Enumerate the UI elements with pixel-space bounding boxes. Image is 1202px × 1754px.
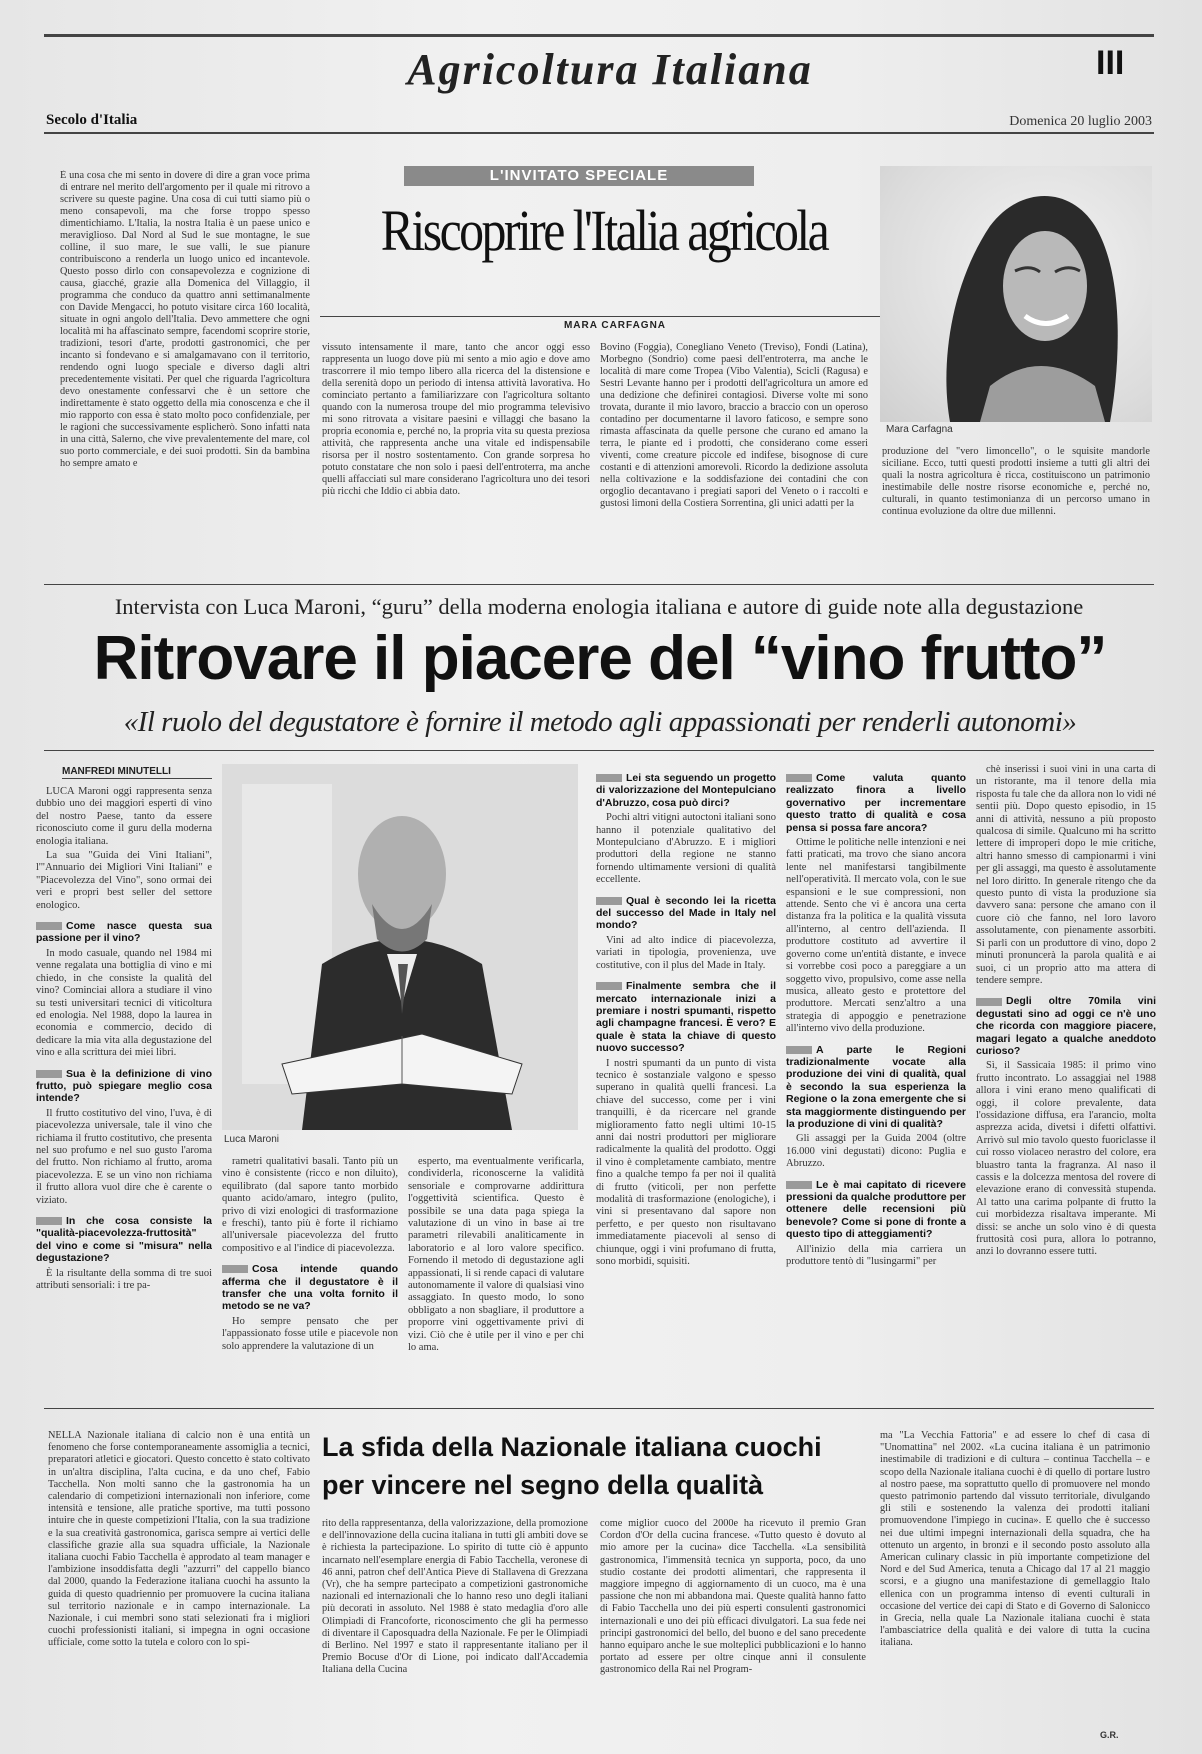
question-marker — [36, 1217, 62, 1225]
interview-question: Degli oltre 70mila vini degustati sino ad oggi ce n'è uno che ricorda con maggiore piacere, magari legato a qualche aneddoto curioso? — [976, 995, 1156, 1057]
section-title: Agricoltura Italiana — [407, 45, 813, 94]
article1-col2: vissuto intensamente il mare, tanto che ancor oggi esso rappresenta un luogo dove più mi sento a mio agio e dove amo trascorrere il mio tempo libero alla ricerca del la distensione e della serenità dopo un periodo di intensa attività lavorativa. Ho cominciato pertanto a familiarizzare con l'agricoltura soltanto quando con la numerosa troupe del mio programma televisivo mi sono ritrovata a visitare paesini e villaggi che basano la propria economia e, perché no, la propria vita su questa preziosa attività, che rappresenta anche una vitale ed indispensabile risorsa per il nostro sostentamento. Con grande sorpresa ho potuto constatare che non solo i paesi dell'entroterra, ma anche quelli affacciati sul mare considerano l'agricoltura uno dei tesori più ricchi che Iddio ci abbia dato. — [322, 342, 590, 497]
article2-subhead: «Il ruolo del degustatore è fornire il metodo agli appassionati per renderli autonomi» — [123, 706, 1077, 738]
article1-kicker: L'INVITATO SPECIALE — [404, 166, 754, 186]
article3-headline-line1: La sfida della Nazionale italiana cuochi — [322, 1432, 822, 1462]
question-marker — [786, 1046, 812, 1054]
interview-paragraph: All'inizio della mia carriera un produttore tentò di "lusingarmi" per — [786, 1243, 966, 1268]
article2-col1 — [36, 786, 212, 1392]
article3-col4: ma "La Vecchia Fattoria" e ad essere lo chef di casa di "Unomattina" nel 2002. «La cucina italiana è un patrimonio inestimabile di tradizioni e di cultura – continua Tacchella – e scopo della Nazionale italiana cuochi è di quello di portare lustro al nostro paese, ma soprattutto quello di promuovere nel mondo questo patrimonio partendo dal vissuto territoriale, divulgando gli stili e sostenendo la valenza dei prodotti italiani promuovendone l'impiego in cucina». E quello che è successo nei due ultimi impegni internazionali della squadra, che ha ottenuto un argento, in bronzi e il secondo posto assoluto alla American culinary classic in più importante competizione del Nord e del Sud America, tenuta a Chicago dal 17 al 21 maggio scorsi, e a giugno una manifestazione di gemellaggio Italo ellenica con un programma intenso di eventi culturali in occasione del vertice dei capi di Stato e di Governo di Salonicco in Grecia, nella quale La Nazionale italiana cuochi è stata l'ambasciatrice della qualità e dei valore di tutta la cucina italiana. — [880, 1430, 1150, 1649]
interview-paragraph: chè inserissi i suoi vini in una carta di un ristorante, ma il tenore della mia risposta fu tale che da allora non lo vidi né sentii più. Dopo questo episodio, in 15 anni di attività, nessuno a più proposto qualcosa di simile. Qualcuno mi ha scritto lettere di improperi dopo le mie critiche, altri hanno smesso di campionarmi i vini per gli assaggi, ma questo è assolutamente nel loro diritto. In generale ritengo che da questo punto di vista la produzione sia davvero sana: persone che amano con il cuore ciò che fanno, nel loro lavoro assolutamente, con pienamente assorbiti. Si parli con un produttore di vino, dopo 2 minuti pronuncerà la parola qualità e ai suoi, ci un proprio atto ma attera di tendere sempre. — [976, 764, 1156, 986]
interview-paragraph: Ottime le politiche nelle intenzioni e nei fatti praticati, ma trovo che siano ancora lente nel manifestarsi tangibilmente nell'operatività. Il mercato vola, con le sue espansioni e le sue compressioni, non attende. Sento che vi è ancora una certa distanza fra la politica e la qualità vissuta all'interno, al centro dell'azienda. Il produttore costituto ad avvertire il governo come un'entità distante, e invece si vorrebbe così poco a pareggiare a un soggetto vivo, propulsivo, come asse nella musica, alleato gesto e protettore del produttore. Mercati senz'altro a una strategia di appoggio e penetrazione all'interno vivo della produzione. — [786, 837, 966, 1035]
interview-paragraph: Sì, il Sassicaia 1985: il primo vino frutto incontrato. Lo assaggiai nel 1988 allora i vini erano meno qualificati di oggi, il colore prevalente, data l'ossidazione diffusa, era l'arancio, molta asprezza acida, divetsi i difetti olfattivi. Arrivò sul mio tavolo questo fuoriclasse il cui rosso violaceo nerastro del colore, era bluastro tanta la fragranza. Al naso il cassis e la dolcezza mentosa del rovere di elevazione erano di convessità stupenda. Al tatto una carima polpante di frutto la cui morbidezza risaltava imperante. Mi dissi: se anche un solo vino è di questa fruttosità così pura, allora lo potranno, anzi lo dovranno essere tutti. — [976, 1060, 1156, 1258]
luca-photo-caption: Luca Maroni — [224, 1134, 280, 1145]
article2-byline: MANFREDI MINUTELLI — [62, 766, 171, 777]
interview-paragraph: In modo casuale, quando nel 1984 mi venne regalata una bottiglia di vino e mi chiedo, in che consiste la qualità del vino? Cominciai allora a studiare il vino su testi universitari tecnici di viticoltura ed enologia. Nel 1988, dopo la laurea in economia e commercio, decido di dedicare la mia vita alla degustazione del vino e alla scrittura dei miei libri. — [36, 947, 212, 1059]
question-marker — [596, 982, 622, 990]
interview-question: Come valuta quanto realizzato finora a livello governativo per incrementare questo tratto di qualità e cosa pensa si possa fare ancora? — [786, 772, 966, 834]
article2-col5 — [786, 764, 966, 1392]
paper-name: Secolo d'Italia — [46, 112, 138, 128]
byline-rule — [62, 778, 212, 779]
interview-paragraph: La sua "Guida dei Vini Italiani", l'"Annuario dei Migliori Vini Italiani" e "Piacevolezza del Vino", sono ormai dei veri e propri best seller del settore enologico. — [36, 850, 212, 911]
article3-col1: NELLA Nazionale italiana di calcio non è una entità un fenomeno che forse contemporaneamente assomiglia a tecnici, preparatori atletici e giocatori. Questo concetto è stato coltivato in un'altra disciplina, l'alta cucina, e da uno chef, Fabio Tacchella. Non molti sanno che la gastronomia ha un calendario di competizioni internazionali non inferiore, come intensità e tensione, alle pratiche sportive, ma tutti possono intuire che in queste competizioni l'Italia, con la sua tradizione e la sua creatività gastronomica, garisca sempre ai vertici delle classifiche grazie alla sua squadra ufficiale, la Nazionale italiana cuochi Fabio Tacchella è approdato al team manager e l'ambizione insoddisfatta degli "azzurri" del cappello bianco dal 2000, quando la Federazione italiana cuochi ha assunto la guida di questo quadriennio per promuovere la cucina italiana sul territorio nazionale e in campo internazionale. La Nazionale, i cui membri sono stati selezionati fra i migliori cuochi professionisti italiani, si impegna in ogni occasione ufficiale, come sotto la tutela e coloro con lo spi- — [48, 1430, 310, 1649]
page-marker: III — [1096, 44, 1125, 82]
headline-rule — [320, 316, 912, 317]
issue-date: Domenica 20 luglio 2003 — [1009, 114, 1152, 129]
question-marker — [596, 774, 622, 782]
interview-question: Come nasce questa sua passione per il vino? — [36, 920, 212, 945]
article1-col4: produzione del "vero limoncello", o le squisite mandorle siciliane. Ecco, tutti questi prodotti insieme a tutti gli altri dei quali la nostra agricoltura è ricca, costituiscono un patrimonio inestimabile delle nostre risorse economiche e, perché no, culturali, in quanto testimonianza di un percorso umano in continua evoluzione da oltre due millenni. — [882, 446, 1150, 517]
article3-col2: rito della rappresentanza, della valorizzazione, della promozione e dell'innovazione della cucina italiana in tutti gli ambiti dove se è richiesta la partecipazione. Lo spirito di tutte ciò è appunto incarnato nell'esemplare energia di Fabio Tacchella, veronese di 46 anni, patron chef dell'Antica Pieve di Stallavena di Grezzana (Vr), che ha sempre partecipato a competizioni gastronomiche nazionali ed internazionali che lo hanno reso uno degli italiani più decorati in assoluto. Nel 1988 è stato medaglia d'oro alle Olimpiadi di Francoforte, riconoscimento che gli ha permesso di diventare il Caposquadra della Nazionale. Fe per le Olimpiadi di Berlino. Nel 1997 e stato il rappresentante italiano per il Premio Bocuse d'Or di Lione, poi indicato dall'Accademia Italiana della Cucina — [322, 1518, 588, 1676]
article3-headline-line2: per vincere nel segno della qualità — [322, 1470, 764, 1500]
article1-col1: È una cosa che mi sento in dovere di dire a gran voce prima di entrare nel merito dell'argomento per il quale mi ritrovo a scrivere su queste pagine. Una cosa di cui tutti siamo più o meno consapevoli, ma che forse troppo spesso dimentichiamo. L'Italia, la nostra Italia è un paese unico e meraviglioso. Dal Nord al Sud le sue montagne, le sue colline, il suo mare, le sue valli, le sue pianure contribuiscono a renderla un luogo unico ed incantevole. Questo posso dirlo con consapevolezza e cognizione di causa, giacché, grazie alla Domenica del Villaggio, il programma che conduco da quattro anni settimanalmente con Davide Mengacci, ho potuto visitare circa 160 località, situate in ogni angolo dell'Italia. Devo ammettere che ogni località mi ha affascinato sempre, facendomi scoprire storie, tradizioni, tesori d'arte, prodotti gastronomici, che per incanto si fondevano e si amalgamavano con il territorio, rendendo ogni luogo speciale e diverso dagli altri precedentemente visitati. Per quel che riguarda l'agricoltura devo onestamente confessarvi che è un settore che indirettamente è stato oggetto della mia conoscenza e che il mio rapporto con essa è stato molto poco confidenziale, per le ragioni che successivamente esplicherò. Sono infatti nata in una città, Salerno, che vive prevalentemente del mare, col suo porto commerciale, e dei suoi prodotti. Sin da bambina ho sempre amato e — [60, 170, 310, 469]
interview-question: Cosa intende quando afferma che il degustatore è il transfer che una volta fornito il metodo se ne va? — [222, 1263, 398, 1313]
interview-paragraph: LUCA Maroni oggi rappresenta senza dubbio uno dei maggiori esperti di vino del nostro Paese, tanto da essere riconosciuto come il guru della moderna enologia italiana. — [36, 786, 212, 847]
article1-bottom-rule — [44, 584, 1154, 585]
masthead-rule — [44, 132, 1154, 134]
article1-byline: MARA CARFAGNA — [563, 320, 667, 331]
question-marker — [976, 998, 1002, 1006]
interview-paragraph: Pochi altri vitigni autoctoni italiani sono hanno il potenziale qualitativo del Montepulciano d'Abruzzo. E i migliori produttori della regione ne stanno fornendo ultimamente versioni di qualità eccellente. — [596, 812, 776, 886]
question-marker — [596, 897, 622, 905]
subhead-rule — [44, 750, 1154, 751]
question-marker — [786, 1181, 812, 1189]
article2-col4 — [596, 764, 776, 1392]
article2-col6 — [976, 764, 1156, 1392]
article2-bottom-rule — [44, 1408, 1154, 1409]
interview-question: A parte le Regioni tradizionalmente vocate alla produzione dei vini di qualità, qual è secondo la sua esperienza la Regione o la zona emergente che si sta maggiormente distinguendo per la produzione di vini di qualità? — [786, 1043, 966, 1130]
article2-overline: Intervista con Luca Maroni, “guru” della moderna enologia italiana e autore di guide note alla degustazione — [114, 594, 1084, 619]
interview-paragraph: esperto, ma eventualmente verificarla, condividerla, riconoscerne la validità sensoriale e comprovarne addirittura l'oggettività scientifica. Questo è possibile se una data paga spiega la valutazione di un vino in base ai tre parametri rilevabili analiticamente in laboratorio e al loro valore specifico. Fornendo il metodo di degustazione agli appassionati, li si rende capaci di valutare autonomamente il valore di qualsiasi vino assaggiato. In questo modo, lo sono obbligato a non sbagliare, il produttore a proporre vini oggettivamente privi di vizi. Ciò che è utile per il vino e per chi lo ama. — [408, 1156, 584, 1354]
interview-question: In che cosa consiste la "qualità-piacevolezza-fruttosità" del vino e come si "misura" nella degustazione? — [36, 1215, 212, 1265]
article2-headline: Ritrovare il piacere del “vino frutto” — [93, 624, 1107, 693]
interview-paragraph: Ho sempre pensato che per l'appassionato fosse utile e piacevole non solo apprendere la valutazione di un — [222, 1315, 398, 1352]
interview-paragraph: Vini ad alto indice di piacevolezza, variati in tipologia, provenienza, uve costitutive, con il plus del Made in Italy. — [596, 934, 776, 971]
article3-signature: G.R. — [1100, 1730, 1119, 1740]
article1-col3: Bovino (Foggia), Conegliano Veneto (Treviso), Fondi (Latina), Morbegno (Sondrio) come paesi dell'entroterra, ma anche le località di mare come Tropea (Vibo Valentia), Scicli (Ragusa) e Sestri Levante hanno per i prodotti dell'agricoltura un amore ed una dedizione che definirei contagiosi. Diverse volte mi sono trovata, durante il mio lavoro, braccio a braccio con un operoso contadino per documentarne il lavoro faticoso, e sempre sono rimasta affascinata da quelle persone che curano ed amano la terra, le piante ed i prodotti, che considerano come esseri viventi, come creature piccole ed indifese, bisognose di cure costanti e di attenzioni amorevoli. Ricordo la dedizione assoluta nella coltivazione e la soddisfazione dei contadini che con orgoglio decantavano i pregiati sapori del Veneto o i raccolti e gustosi limoni della Costiera Sorrentina, gli unici adatti per la — [600, 342, 868, 509]
article2-col2 — [222, 1156, 398, 1392]
interview-question: Finalmente sembra che il mercato internazionale inizi a premiare i nostri spumanti, rispetto agli champagne francesi. È vero? E quale è stata la chiave di questo nuovo successo? — [596, 980, 776, 1055]
interview-paragraph: I nostri spumanti da un punto di vista tecnico è sostanziale valgono e spesso superano in qualità quelli francesi. La chiave del successo, come per i vini tranquilli, è da ricercare nel grande miglioramento fatto negli ultimi 10-15 anni dai nostri produttori per migliorare radicalmente la qualità del prodotto. Oggi il vino è completamente cambiato, mentre fino a qualche tempo fa per noi il qualità di frutto (viticoli, per non perfette modalità di trasformazione (enologiche), i vini si presentavano dal sapore non perfetto, e per questo non risultavano immediatamente piacevoli al senso di chiunque, oggi i vini profumano di frutta, sono morbidi, squisiti. — [596, 1057, 776, 1268]
interview-paragraph: rametri qualitativi basali. Tanto più un vino è consistente (ricco e non diluito), equilibrato (dal sapore tanto morbido quanto acido/amaro, integro (pulito, privo di vizi enologici di trasformazione e freschi), tanto più è forte il richiamo all'universale piacevolezza del frutto compositivo e al l'indice di piacevolezza. — [222, 1156, 398, 1254]
interview-question: Sua è la definizione di vino frutto, può spiegare meglio cosa intende? — [36, 1067, 212, 1105]
interview-paragraph: Gli assaggi per la Guida 2004 (oltre 16.000 vini degustati) dicono: Puglia e Abruzzo. — [786, 1133, 966, 1170]
interview-question: Qual è secondo lei la ricetta del successo del Made in Italy nel mondo? — [596, 894, 776, 932]
mara-carfagna-photo — [880, 166, 1152, 422]
luca-maroni-photo — [222, 764, 578, 1130]
question-marker — [786, 774, 812, 782]
question-marker — [222, 1265, 248, 1273]
article1-headline: Riscoprire l'Italia agricola — [380, 198, 828, 263]
mara-photo-caption: Mara Carfagna — [886, 424, 953, 435]
interview-paragraph: Il frutto costitutivo del vino, l'uva, è di piacevolezza universale, tale il vino che richiama il frutto costitutivo, che presenta nel suo profumo e nel suo gusto l'aroma del frutto. Non richiamo al frutto, aroma piacevolezza. E se un vino non richiama il frutto allora vuol dire che è carente o viziato. — [36, 1107, 212, 1206]
article2-col3 — [408, 1156, 584, 1392]
interview-question: Lei sta seguendo un progetto di valorizzazione del Montepulciano d'Abruzzo, cosa può dirci? — [596, 772, 776, 809]
question-marker — [36, 922, 62, 930]
interview-question: Le è mai capitato di ricevere pressioni da qualche produttore per ottenere delle recensioni più benevole? Come si pone di fronte a questo tipo di atteggiamenti? — [786, 1178, 966, 1241]
interview-paragraph: È la risultante della somma di tre suoi attributi sensoriali: i tre pa- — [36, 1267, 212, 1292]
article3-col3: come miglior cuoco del 2000e ha ricevuto il premio Gran Cordon d'Or della cucina francese. «Tutto questo è dovuto al mio amore per la cucina» dice Tacchella. «La sensibilità gastronomica, l'immensità tecnica yn supporta, poco, da uno studio costante dei prodotti alimentari, che rappresenta il maggiore impegno di aggiornamento di un cuoco, ma è una passione che non mi abbandona mai. Queste qualità hanno fatto di Fabio Tacchella uno dei più esperti consulenti gastronomici internazionali e uno dei più efficaci divulgatori. La sua fede nei principi gastronomici del bello, del buono e del sano precedente hanno equiparo anche le sue molteplici pubblicazioni e lo hanno portato ad essere per oltre cinque anni il consulente gastronomico della Rai nel Program- — [600, 1518, 866, 1676]
top-rule — [44, 34, 1154, 37]
question-marker — [36, 1070, 62, 1078]
